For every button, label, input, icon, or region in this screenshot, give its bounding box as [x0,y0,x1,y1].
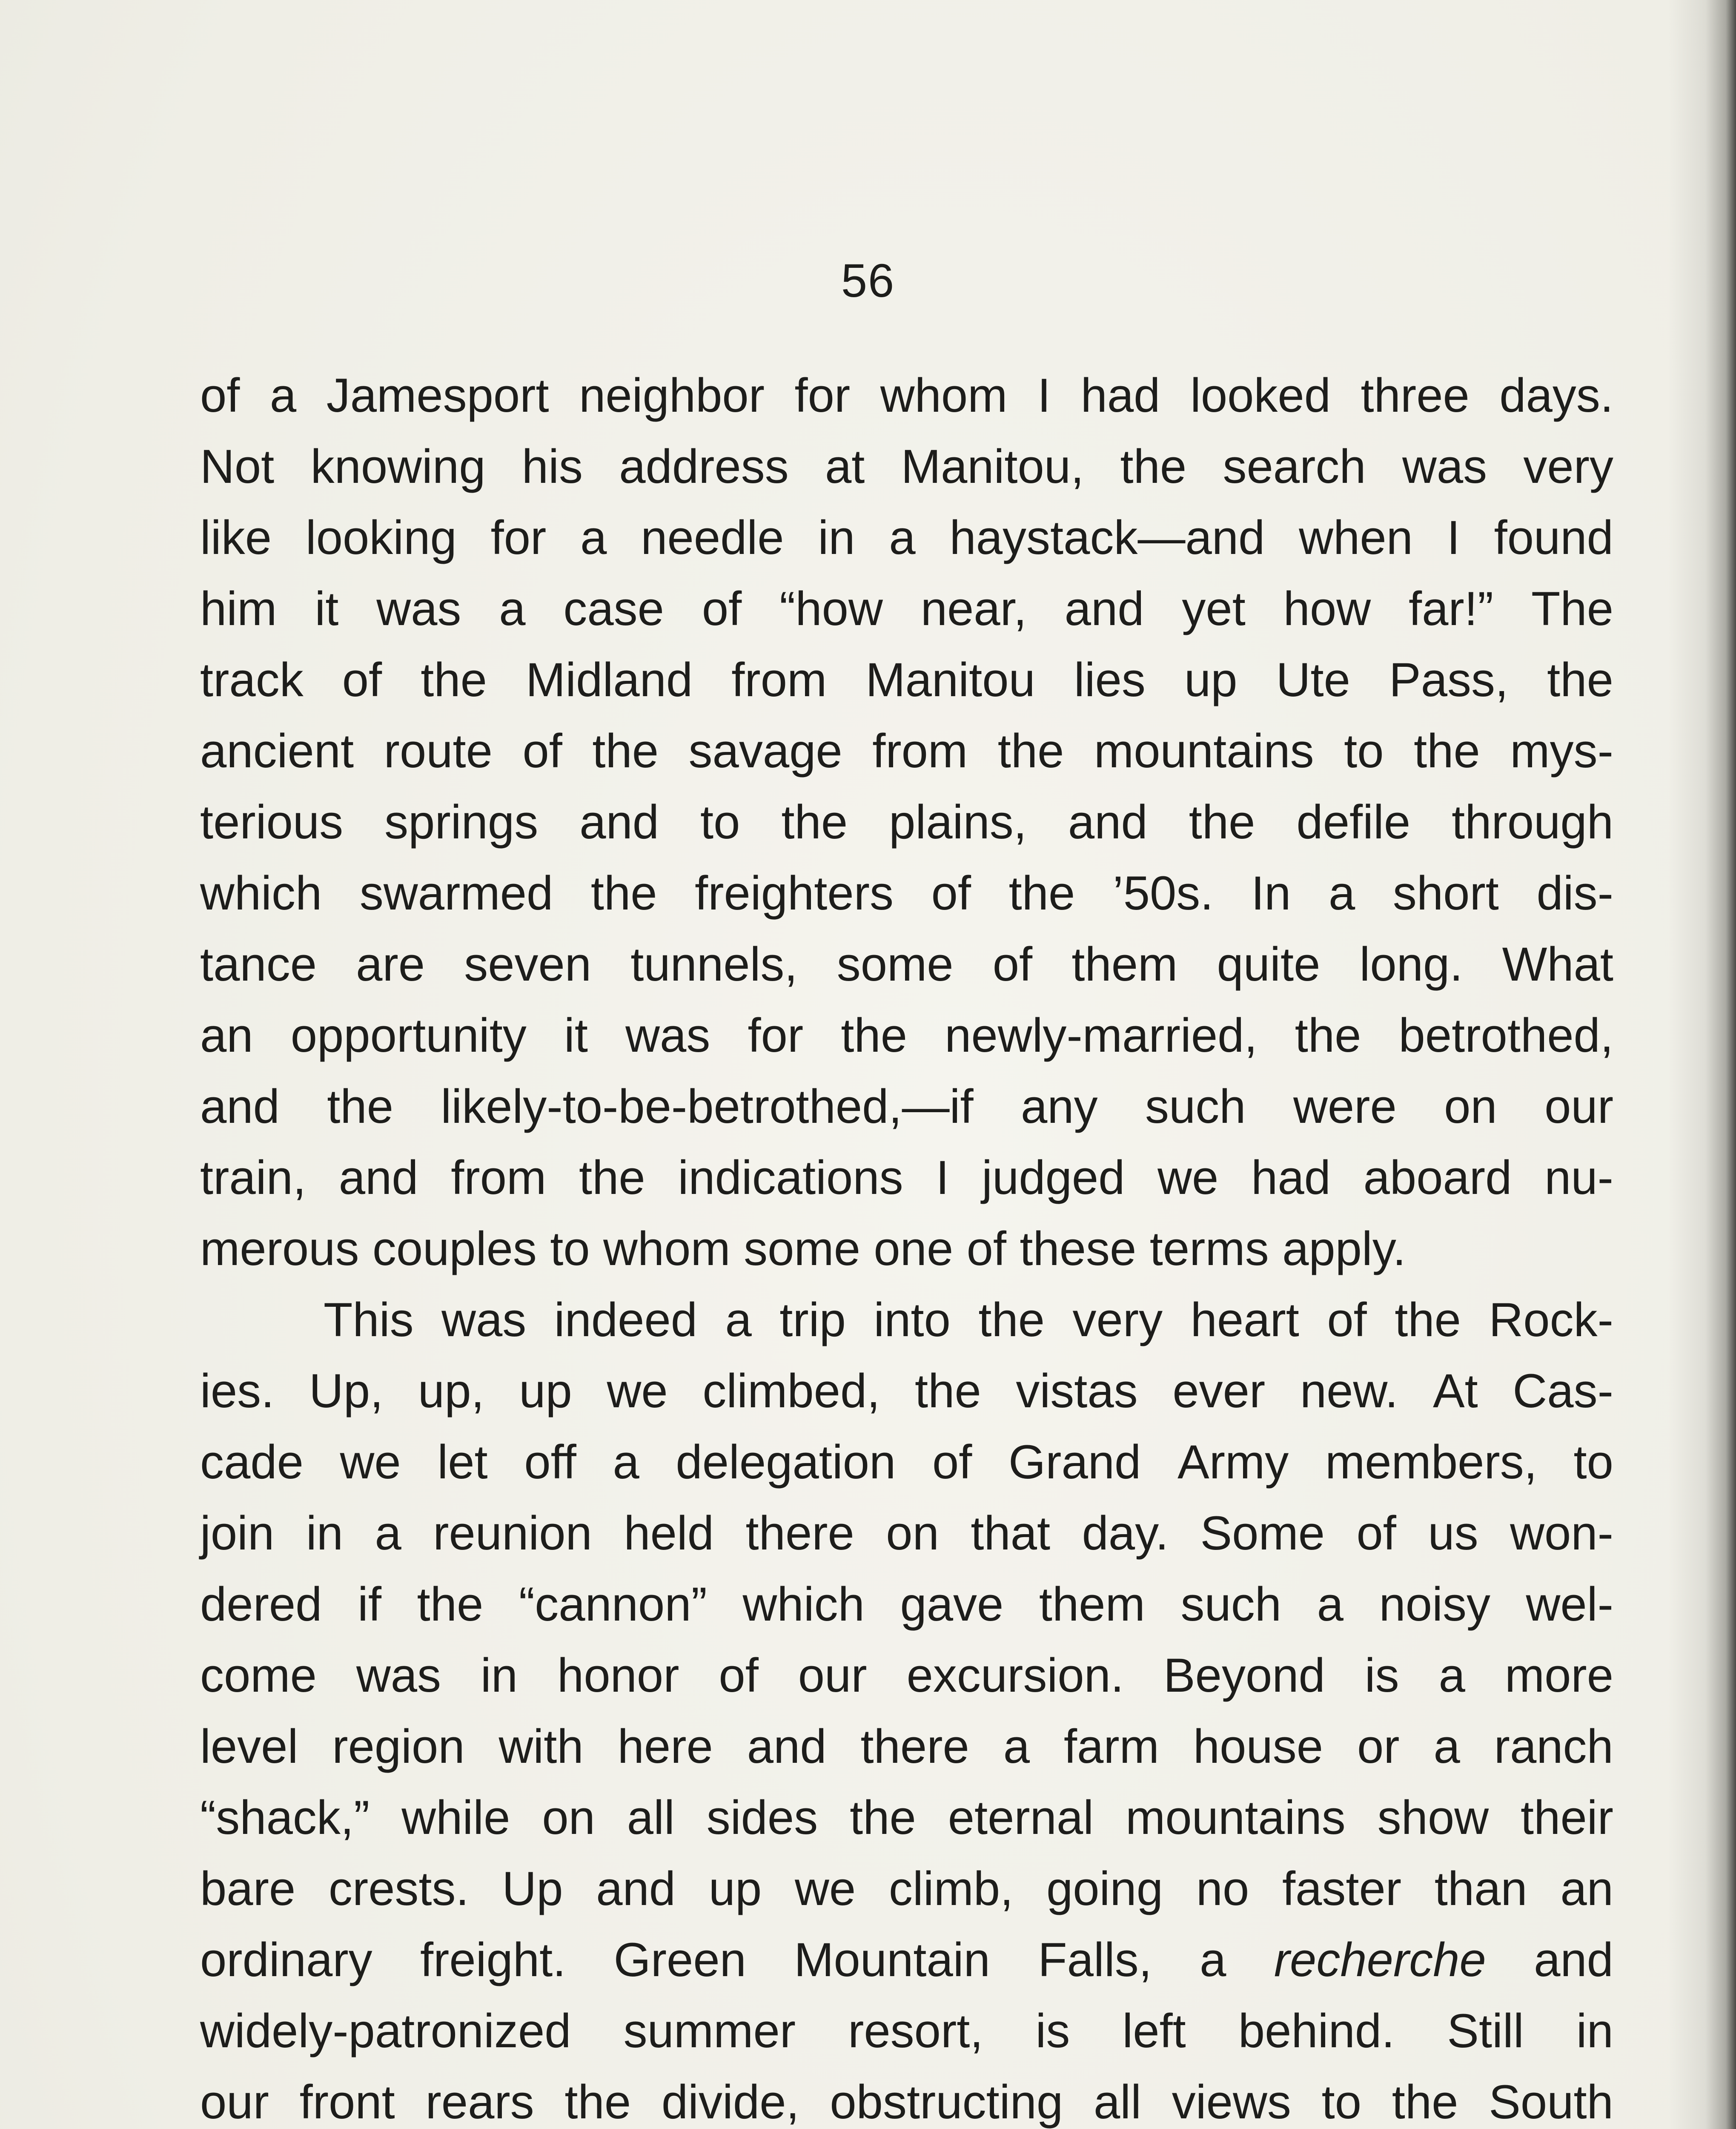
text-line: train, and from the indications I judged we had aboard nu- [200,1151,1613,1204]
text-line: join in a reunion held there on that day. Some of us won- [200,1506,1613,1560]
text-line: bare crests. Up and up we climb, going no faster than an [200,1862,1613,1915]
text-line: ancient route of the savage from the mountains to the mys- [200,724,1613,778]
text-line: cade we let off a delegation of Grand Army members, to [200,1435,1613,1489]
text-line: level region with here and there a farm house or a ranch [200,1720,1613,1773]
text-line: him it was a case of “how near, and yet how far!” The [200,582,1613,635]
text-line: Not knowing his address at Manitou, the search was very [200,440,1613,493]
text-line: ies. Up, up, up we climbed, the vistas ever new. At Cas- [200,1364,1613,1417]
text-line: come was in honor of our excursion. Beyond is a more [200,1649,1613,1702]
text-line: widely-patronized summer resort, is left behind. Still in [200,2004,1613,2057]
text-line: and the likely-to-be-betrothed,—if any such were on our [200,1080,1613,1133]
text-line: “shack,” while on all sides the eternal mountains show their [200,1791,1613,1844]
text-line: ordinary freight. Green Mountain Falls, a recherche and [200,1933,1613,1986]
text-line: tance are seven tunnels, some of them quite long. What [200,938,1613,991]
text-line: of a Jamesport neighbor for whom I had looked three days. [200,369,1613,422]
text-line: our front rears the divide, obstructing all views to the South [200,2075,1613,2129]
text-line: dered if the “cannon” which gave them such a noisy wel- [200,1578,1613,1631]
text-line: which swarmed the freighters of the ’50s. In a short dis- [200,867,1613,920]
page-number: 56 [841,255,895,307]
text-line: an opportunity it was for the newly-married, the betrothed, [200,1009,1613,1062]
text-line: like looking for a needle in a haystack—and when I found [200,511,1613,564]
text-line: track of the Midland from Manitou lies up Ute Pass, the [200,653,1613,706]
text-line: This was indeed a trip into the very heart of the Rock- [324,1293,1613,1346]
text-line: merous couples to whom some one of these terms apply. [200,1222,1406,1275]
text-line: terious springs and to the plains, and the defile through [200,795,1613,849]
page-edge-shadow [1668,0,1736,2129]
body-text [200,360,1613,2129]
